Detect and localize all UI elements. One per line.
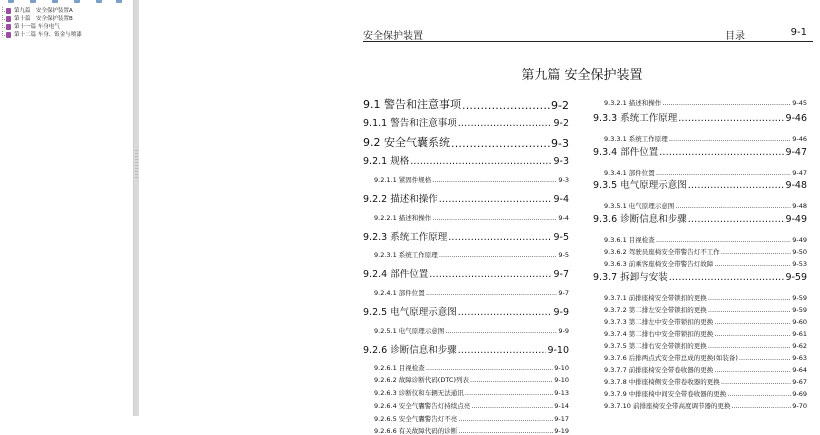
toc-entry-label: 9.3.3.1 系统工作原理 [604, 135, 668, 143]
toc-entry-label: 9.3.3 系统工作原理 [593, 113, 678, 124]
toc-entry[interactable] [593, 112, 807, 124]
toc-entry[interactable] [363, 231, 569, 243]
toc-entry[interactable] [593, 293, 807, 302]
toc-leader-dots [714, 260, 791, 268]
bookmark-item[interactable] [4, 23, 132, 31]
toc-entry-label: 9.2.6.4 安全气囊警告灯持续点亮 [374, 402, 471, 410]
toc-entry-page: 9-60 [792, 318, 807, 326]
toc-entry[interactable] [363, 213, 569, 222]
toc-entry-page: 9-49 [792, 236, 807, 244]
page-title: 第九篇 安全保护装置 [521, 68, 643, 83]
toc-leader-dots [688, 180, 785, 191]
toc-entry-page: 9-2 [551, 99, 569, 112]
toc-entry-label: 9.2.6.1 目视检查 [374, 364, 425, 372]
options-icon[interactable] [52, 0, 58, 3]
bookmark-label: 第九篇 安全保护装置A [14, 8, 73, 14]
toc-entry-page: 9-48 [792, 202, 807, 210]
toc-leader-dots [426, 289, 558, 297]
bookmark-tree [4, 7, 132, 39]
find-icon[interactable] [116, 0, 122, 3]
toc-entry-page: 9-62 [792, 342, 807, 350]
toc-leader-dots [678, 113, 784, 124]
toc-entry-page: 9-46 [785, 113, 807, 124]
toc-entry-page: 9-13 [554, 389, 569, 397]
header-section: 目录 [725, 31, 745, 42]
bookmarks-toolbar [0, 0, 133, 6]
toc-entry-label: 9.3.7.9 中排座椅中间安全带卷收器的更换 [604, 390, 727, 398]
toc-entry[interactable] [363, 414, 569, 423]
toc-leader-dots [439, 251, 558, 259]
toc-entry-page: 9-46 [792, 135, 807, 143]
header-title: 安全保护装置 [363, 31, 423, 42]
toc-entry-label: 9.3.7.7 前排座椅安全带卷收器的更换 [604, 366, 714, 374]
toc-entry-label: 9.2 安全气囊系统 [363, 136, 450, 149]
toc-entry[interactable] [593, 329, 807, 338]
toc-entry-page: 9-63 [792, 354, 807, 362]
toc-leader-dots [659, 147, 784, 158]
toc-entry-label: 9.3.7 拆卸与安装 [593, 272, 668, 283]
toc-entry-label: 9.3.7.8 中排座椅侧安全带卷收器的更换 [604, 378, 720, 386]
toc-entry-label: 9.2.6 诊断信息和步骤 [363, 345, 457, 356]
toc-entry-page: 9-49 [785, 214, 807, 225]
toc-entry-label: 9.3.5.1 电气原理示意图 [604, 202, 675, 210]
toc-leader-dots [426, 364, 553, 372]
toc-entry[interactable] [593, 341, 807, 350]
toc-entry-label: 9.3.5 电气原理示意图 [593, 180, 687, 191]
toc-entry[interactable] [593, 259, 807, 268]
toc-entry-page: 9-70 [792, 402, 807, 410]
toc-leader-dots [708, 294, 791, 302]
toc-entry-label: 9.3.2.1 描述和操作 [604, 99, 662, 107]
toc-leader-dots [439, 194, 553, 205]
toc-leader-dots [669, 135, 791, 143]
toc-entry-page: 9-10 [554, 364, 569, 372]
toc-entry[interactable] [363, 426, 569, 435]
toc-leader-dots [714, 318, 791, 326]
toc-leader-dots [739, 354, 791, 362]
toc-entry-page: 9-17 [554, 415, 569, 423]
toc-leader-dots [458, 307, 553, 318]
toc-entry-label: 9.3.7.3 第二排左中安全带锁扣的更换 [604, 318, 714, 326]
toc-entry[interactable] [363, 250, 569, 259]
bookmarks-panel [0, 0, 134, 416]
bookmark-label: 第十二篇 车身、钣金与喷漆 [14, 32, 82, 38]
document-viewer[interactable] [139, 0, 820, 435]
toc-leader-dots [448, 232, 552, 243]
toc-entry-page: 9-7 [553, 269, 569, 280]
toc-entry-label: 9.2.6.5 安全气囊警告灯不亮 [374, 415, 458, 423]
book-icon [6, 24, 11, 30]
toc-entry-page: 9-3 [558, 176, 569, 184]
toc-entry[interactable] [593, 365, 807, 374]
book-icon [6, 8, 11, 14]
toc-entry-page: 9-7 [558, 289, 569, 297]
toc-entry-label: 9.2.6.2 故障诊断代码(DTC)列表 [374, 376, 470, 384]
toc-entry-page: 9-59 [792, 294, 807, 302]
toc-leader-dots [458, 118, 553, 129]
toc-entry[interactable] [363, 306, 569, 318]
toc-entry[interactable] [363, 375, 569, 384]
toc-leader-dots [688, 214, 785, 225]
toc-leader-dots [458, 415, 553, 423]
toc-entry-page: 9-61 [792, 330, 807, 338]
toc-leader-dots [410, 156, 552, 167]
toc-entry-page: 9-67 [792, 378, 807, 386]
toc-entry-label: 9.2.3.1 系统工作原理 [374, 251, 438, 259]
toc-entry-label: 9.3.7.2 第二排左安全带锁扣的更换 [604, 306, 707, 314]
toc-leader-dots [662, 99, 791, 107]
toc-entry-page: 9-59 [792, 306, 807, 314]
toc-entry-page: 9-5 [553, 232, 569, 243]
delete-bookmark-icon[interactable] [96, 0, 102, 3]
toc-leader-dots [445, 327, 557, 335]
toc-entry-label: 9.3.7.5 第二排右安全带锁扣的更换 [604, 342, 707, 350]
toc-entry-label: 9.3.6.3 前乘客座椅安全带警告灯故障 [604, 260, 714, 268]
toc-leader-dots [471, 402, 553, 410]
toc-entry[interactable] [593, 247, 807, 256]
toc-entry-label: 9.3.7.6 后排两点式安全带总成的更换(如装备) [604, 354, 738, 362]
toc-leader-dots [675, 202, 791, 210]
toc-entry-page: 9-50 [792, 248, 807, 256]
toc-entry-page: 9-59 [785, 272, 807, 283]
toc-entry-label: 9.3.4 部件位置 [593, 147, 659, 158]
toc-entry[interactable] [363, 288, 569, 297]
toc-entry[interactable] [593, 401, 807, 410]
toc-entry-label: 9.2.5 电气原理示意图 [363, 307, 457, 318]
toc-entry-page: 9-48 [785, 180, 807, 191]
toc-entry[interactable] [593, 168, 807, 177]
toc-leader-dots [470, 376, 553, 384]
book-icon [6, 16, 11, 22]
toc-entry[interactable] [363, 136, 569, 150]
toc-entry-label: 9.1.1 警告和注意事项 [363, 118, 457, 129]
toc-leader-dots [708, 306, 791, 314]
toc-leader-dots [462, 99, 550, 112]
toc-entry-page: 9-14 [554, 402, 569, 410]
bookmark-label: 第十篇 安全保护装置B [14, 16, 73, 22]
toc-leader-dots [465, 389, 553, 397]
book-icon [6, 32, 11, 38]
toc-entry[interactable] [593, 389, 807, 398]
bookmark-item[interactable] [4, 15, 132, 23]
collapse-icon[interactable] [30, 0, 36, 3]
toc-leader-dots [458, 427, 553, 435]
toc-entry-page: 9-2 [553, 118, 569, 129]
toc-entry-label: 9.2.4 部件位置 [363, 269, 429, 280]
toc-entry-page: 9-47 [785, 147, 807, 158]
toc-leader-dots [731, 402, 791, 410]
toc-leader-dots [669, 272, 785, 283]
toc-entry[interactable] [363, 401, 569, 410]
toc-entry-page: 9-53 [792, 260, 807, 268]
toc-entry-label: 9.2.6.6 有关故障代码的诊断 [374, 427, 458, 435]
toc-leader-dots [714, 366, 791, 374]
toc-entry-label: 9.2.5.1 电气原理示意图 [374, 327, 445, 335]
toc-entry-label: 9.2.2.1 描述和操作 [374, 214, 432, 222]
toc-entry[interactable] [593, 213, 807, 225]
page-header [363, 25, 813, 42]
toc-entry[interactable] [363, 344, 569, 356]
bookmark-label: 第十一篇 车身电气 [14, 24, 60, 30]
toc-entry[interactable] [593, 201, 807, 210]
toc-entry[interactable] [593, 134, 807, 143]
toc-entry-label: 9.2.1.1 紧固件规格 [374, 176, 432, 184]
toc-entry-label: 9.2.4.1 部件位置 [374, 289, 425, 297]
toc-entry[interactable] [363, 117, 569, 129]
toc-entry[interactable] [593, 377, 807, 386]
toc-entry-page: 9-4 [558, 214, 569, 222]
toc-entry[interactable] [593, 98, 807, 107]
toc-entry-page: 9-3 [553, 156, 569, 167]
toc-entry[interactable] [363, 326, 569, 335]
toc-entry-label: 9.3.7.4 第二排右中安全带锁扣的更换 [604, 330, 714, 338]
toc-leader-dots [721, 378, 791, 386]
toc-entry[interactable] [593, 271, 807, 283]
toc-entry-page: 9-69 [792, 390, 807, 398]
toc-entry-page: 9-64 [792, 366, 807, 374]
header-page-number: 9-1 [790, 27, 807, 38]
toc-entry[interactable] [363, 175, 569, 184]
splitter-grip-icon[interactable] [135, 150, 138, 180]
toc-entry[interactable] [593, 353, 807, 362]
toc-entry[interactable] [593, 179, 807, 191]
bookmark-item[interactable] [4, 7, 132, 15]
toc-entry-page: 9-19 [554, 427, 569, 435]
bookmark-item[interactable] [4, 31, 132, 39]
toc-entry-page: 9-47 [792, 169, 807, 177]
toc-leader-dots [451, 137, 550, 150]
toc-entry[interactable] [363, 155, 569, 167]
toc-entry-label: 9.2.1 规格 [363, 156, 410, 167]
toc-entry[interactable] [363, 193, 569, 205]
toc-leader-dots [429, 269, 552, 280]
toc-entry-page: 9-9 [553, 307, 569, 318]
toc-leader-dots [432, 214, 557, 222]
toc-leader-dots [458, 345, 547, 356]
toc-entry-label: 9.1 警告和注意事项 [363, 98, 461, 111]
toc-leader-dots [727, 390, 791, 398]
toc-entry-page: 9-45 [792, 99, 807, 107]
toc-entry[interactable] [363, 363, 569, 372]
toc-entry-label: 9.3.7.10 前排座椅安全带高度调节器的更换 [604, 402, 731, 410]
toc-entry-page: 9-3 [551, 137, 569, 150]
toc-entry[interactable] [593, 146, 807, 158]
toc-entry[interactable] [593, 305, 807, 314]
toc-entry-label: 9.3.7.1 前排座椅安全带锁扣的更换 [604, 294, 707, 302]
toc-leader-dots [721, 248, 791, 256]
document-page [357, 10, 820, 435]
new-bookmark-icon[interactable] [74, 0, 80, 3]
toc-entry[interactable] [363, 268, 569, 280]
toc-leader-dots [432, 176, 557, 184]
toc-leader-dots [708, 342, 791, 350]
toc-entry-label: 9.3.6.1 目视检查 [604, 236, 655, 244]
expand-icon[interactable] [8, 0, 14, 3]
toc-entry-page: 9-4 [553, 194, 569, 205]
toc-entry[interactable] [593, 317, 807, 326]
toc-leader-dots [656, 236, 791, 244]
toc-leader-dots [656, 169, 791, 177]
toc-entry[interactable] [593, 235, 807, 244]
toc-entry-label: 9.3.6.2 驾驶员座椅安全带警告灯不工作 [604, 248, 720, 256]
toc-leader-dots [714, 330, 791, 338]
toc-entry-label: 9.3.6 诊断信息和步骤 [593, 214, 687, 225]
toc-entry[interactable] [363, 388, 569, 397]
toc-entry-page: 9-10 [547, 345, 569, 356]
toc-entry-page: 9-9 [558, 327, 569, 335]
toc-entry-label: 9.3.4.1 部件位置 [604, 169, 655, 177]
toc-entry-label: 9.2.6.3 诊断仪和车辆无法通讯 [374, 389, 464, 397]
toc-entry-page: 9-10 [554, 376, 569, 384]
toc-entry-page: 9-5 [558, 251, 569, 259]
toc-entry-label: 9.2.3 系统工作原理 [363, 232, 448, 243]
toc-entry-label: 9.2.2 描述和操作 [363, 194, 438, 205]
toc-entry[interactable] [363, 98, 569, 112]
